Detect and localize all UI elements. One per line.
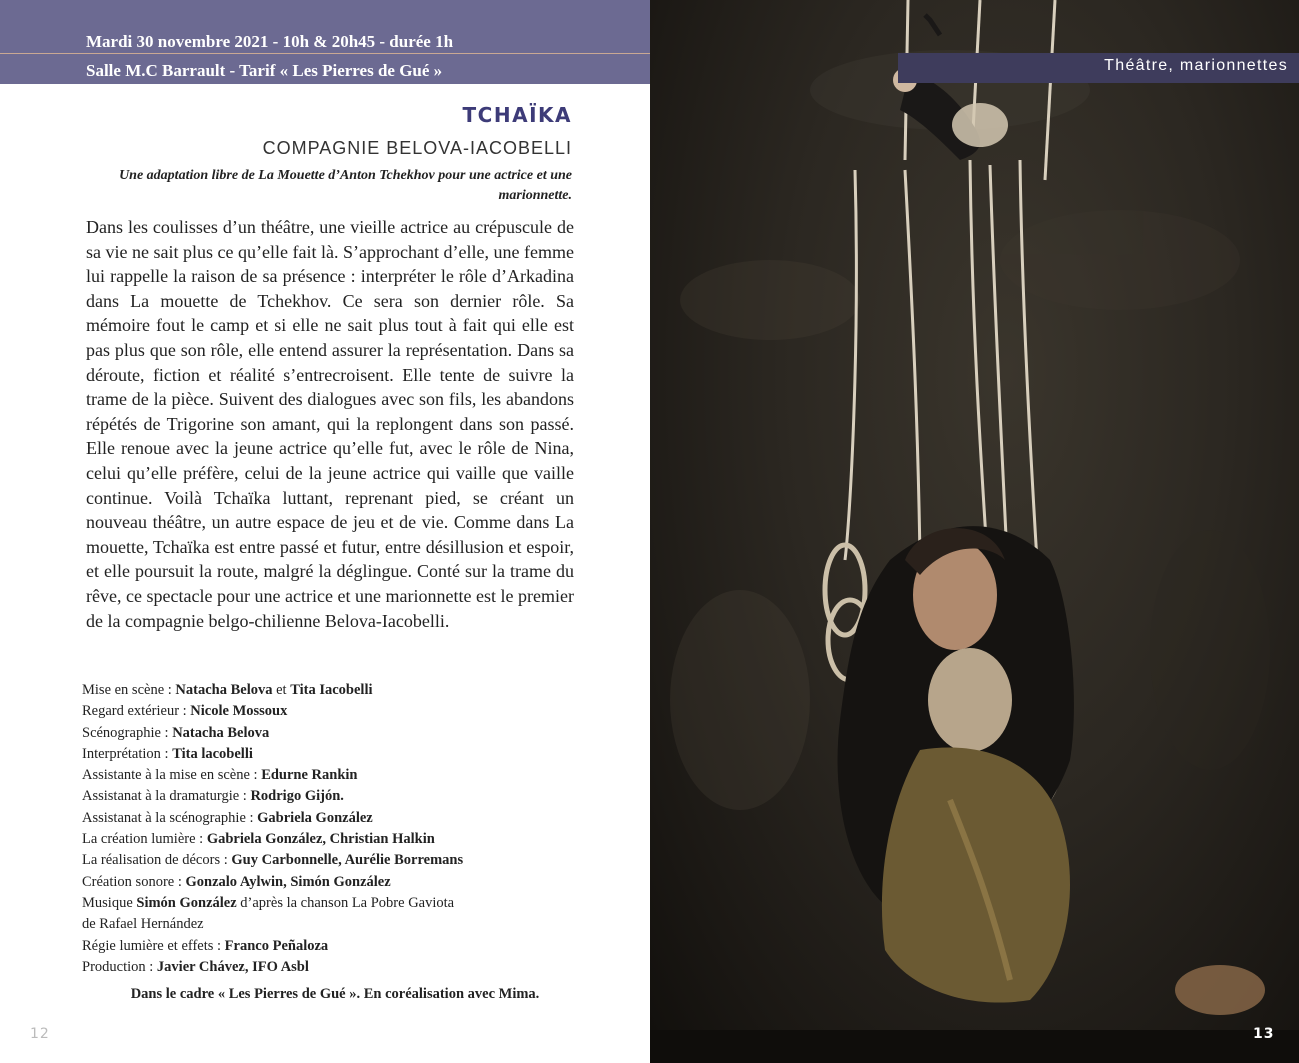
photo-illustration (650, 0, 1299, 1063)
credit-row: Régie lumière et effets : Franco Peñaloza (82, 937, 329, 954)
credit-row: Production : Javier Chávez, IFO Asbl (82, 958, 309, 975)
credit-row: Musique Simón González d’après la chanson La Pobre Gaviota (82, 894, 455, 911)
credit-row: La création lumière : Gabriela González, Christian Halkin (82, 831, 435, 848)
footer-note: Dans le cadre « Les Pierres de Gué ». En coréalisation avec Mima. (130, 986, 540, 1002)
genre-band (898, 53, 1299, 83)
genre-label: Théâtre, marionnettes (1104, 57, 1288, 74)
fallen-wig (1175, 965, 1265, 1015)
credit-row: Regard extérieur : Nicole Mossoux (82, 703, 288, 720)
company-name: COMPAGNIE BELOVA-IACOBELLI (262, 138, 572, 158)
credit-row: Mise en scène : Natacha Belova et Tita Iacobelli (82, 682, 373, 698)
credits-list (82, 680, 582, 978)
date-line: Mardi 30 novembre 2021 - 10h & 20h45 - durée 1h (86, 32, 454, 51)
show-title: TCHAÏKA (462, 103, 572, 127)
credit-row: Interprétation : Tita lacobelli (82, 745, 253, 762)
credit-row: La réalisation de décors : Guy Carbonnelle, Aurélie Borremans (82, 852, 464, 869)
venue-line: Salle M.C Barrault - Tarif « Les Pierres de Gué » (86, 61, 443, 80)
credit-row: Création sonore : Gonzalo Aylwin, Simón González (82, 873, 391, 890)
page-number-right: 13 (1253, 1026, 1275, 1042)
credit-row: Assistanat à la scénographie : Gabriela González (82, 809, 373, 826)
stage-photo (650, 0, 1299, 1063)
show-subtitle: Une adaptation libre de La Mouette d’Anton Tchekhov pour une actrice et une marionnette. (119, 168, 572, 203)
credit-row: Assistante à la mise en scène : Edurne Rankin (82, 767, 358, 784)
credit-row: de Rafael Hernández (82, 916, 204, 933)
page-number-left: 12 (30, 1026, 50, 1042)
credit-row: Assistanat à la dramaturgie : Rodrigo Gijón. (82, 788, 344, 805)
show-description: Dans les coulisses d’un théâtre, une vieille actrice au crépuscule de sa vie ne sait plus ce qu’elle fait là. S’approchant d’elle, une femme lui rappelle la raison de sa présence : interpréter le rôle d’Arkadina dans La mouette de Tchekhov. Ce sera son dernier rôle. Sa mémoire fout le camp et si elle ne sait plus tout à fait qui elle est pas plus que son rôle, elle entend assurer la représentation. Dans sa déroute, fiction et réalité s’entrecroisent. Elle tente de suivre la trame de la pièce. Suivent des dialogues avec son fils, les abandons répétés de Trigorine son amant, qui la replongent dans son passé. Elle renoue avec la jeune actrice qu’elle fut, avec le rôle de Nina, celui qu’elle préfère, celui de la jeune actrice qui vaille que vaille continue. Voilà Tchaïka luttant, reprenant pied, se créant un nouveau théâtre, un autre espace de jeu et de vie. Comme dans La mouette, Tchaïka est entre passé et futur, entre désillusion et espoir, et elle poursuit la route, malgré la déglingue. Conté sur la trame du rêve, ce spectacle pour une actrice et une marionnette est le premier de la compagnie belgo-chilienne Belova-Iacobelli. (86, 217, 574, 631)
credit-row: Scénographie : Natacha Belova (82, 724, 270, 741)
header-band (0, 0, 650, 84)
stage-floor (650, 1030, 1299, 1063)
